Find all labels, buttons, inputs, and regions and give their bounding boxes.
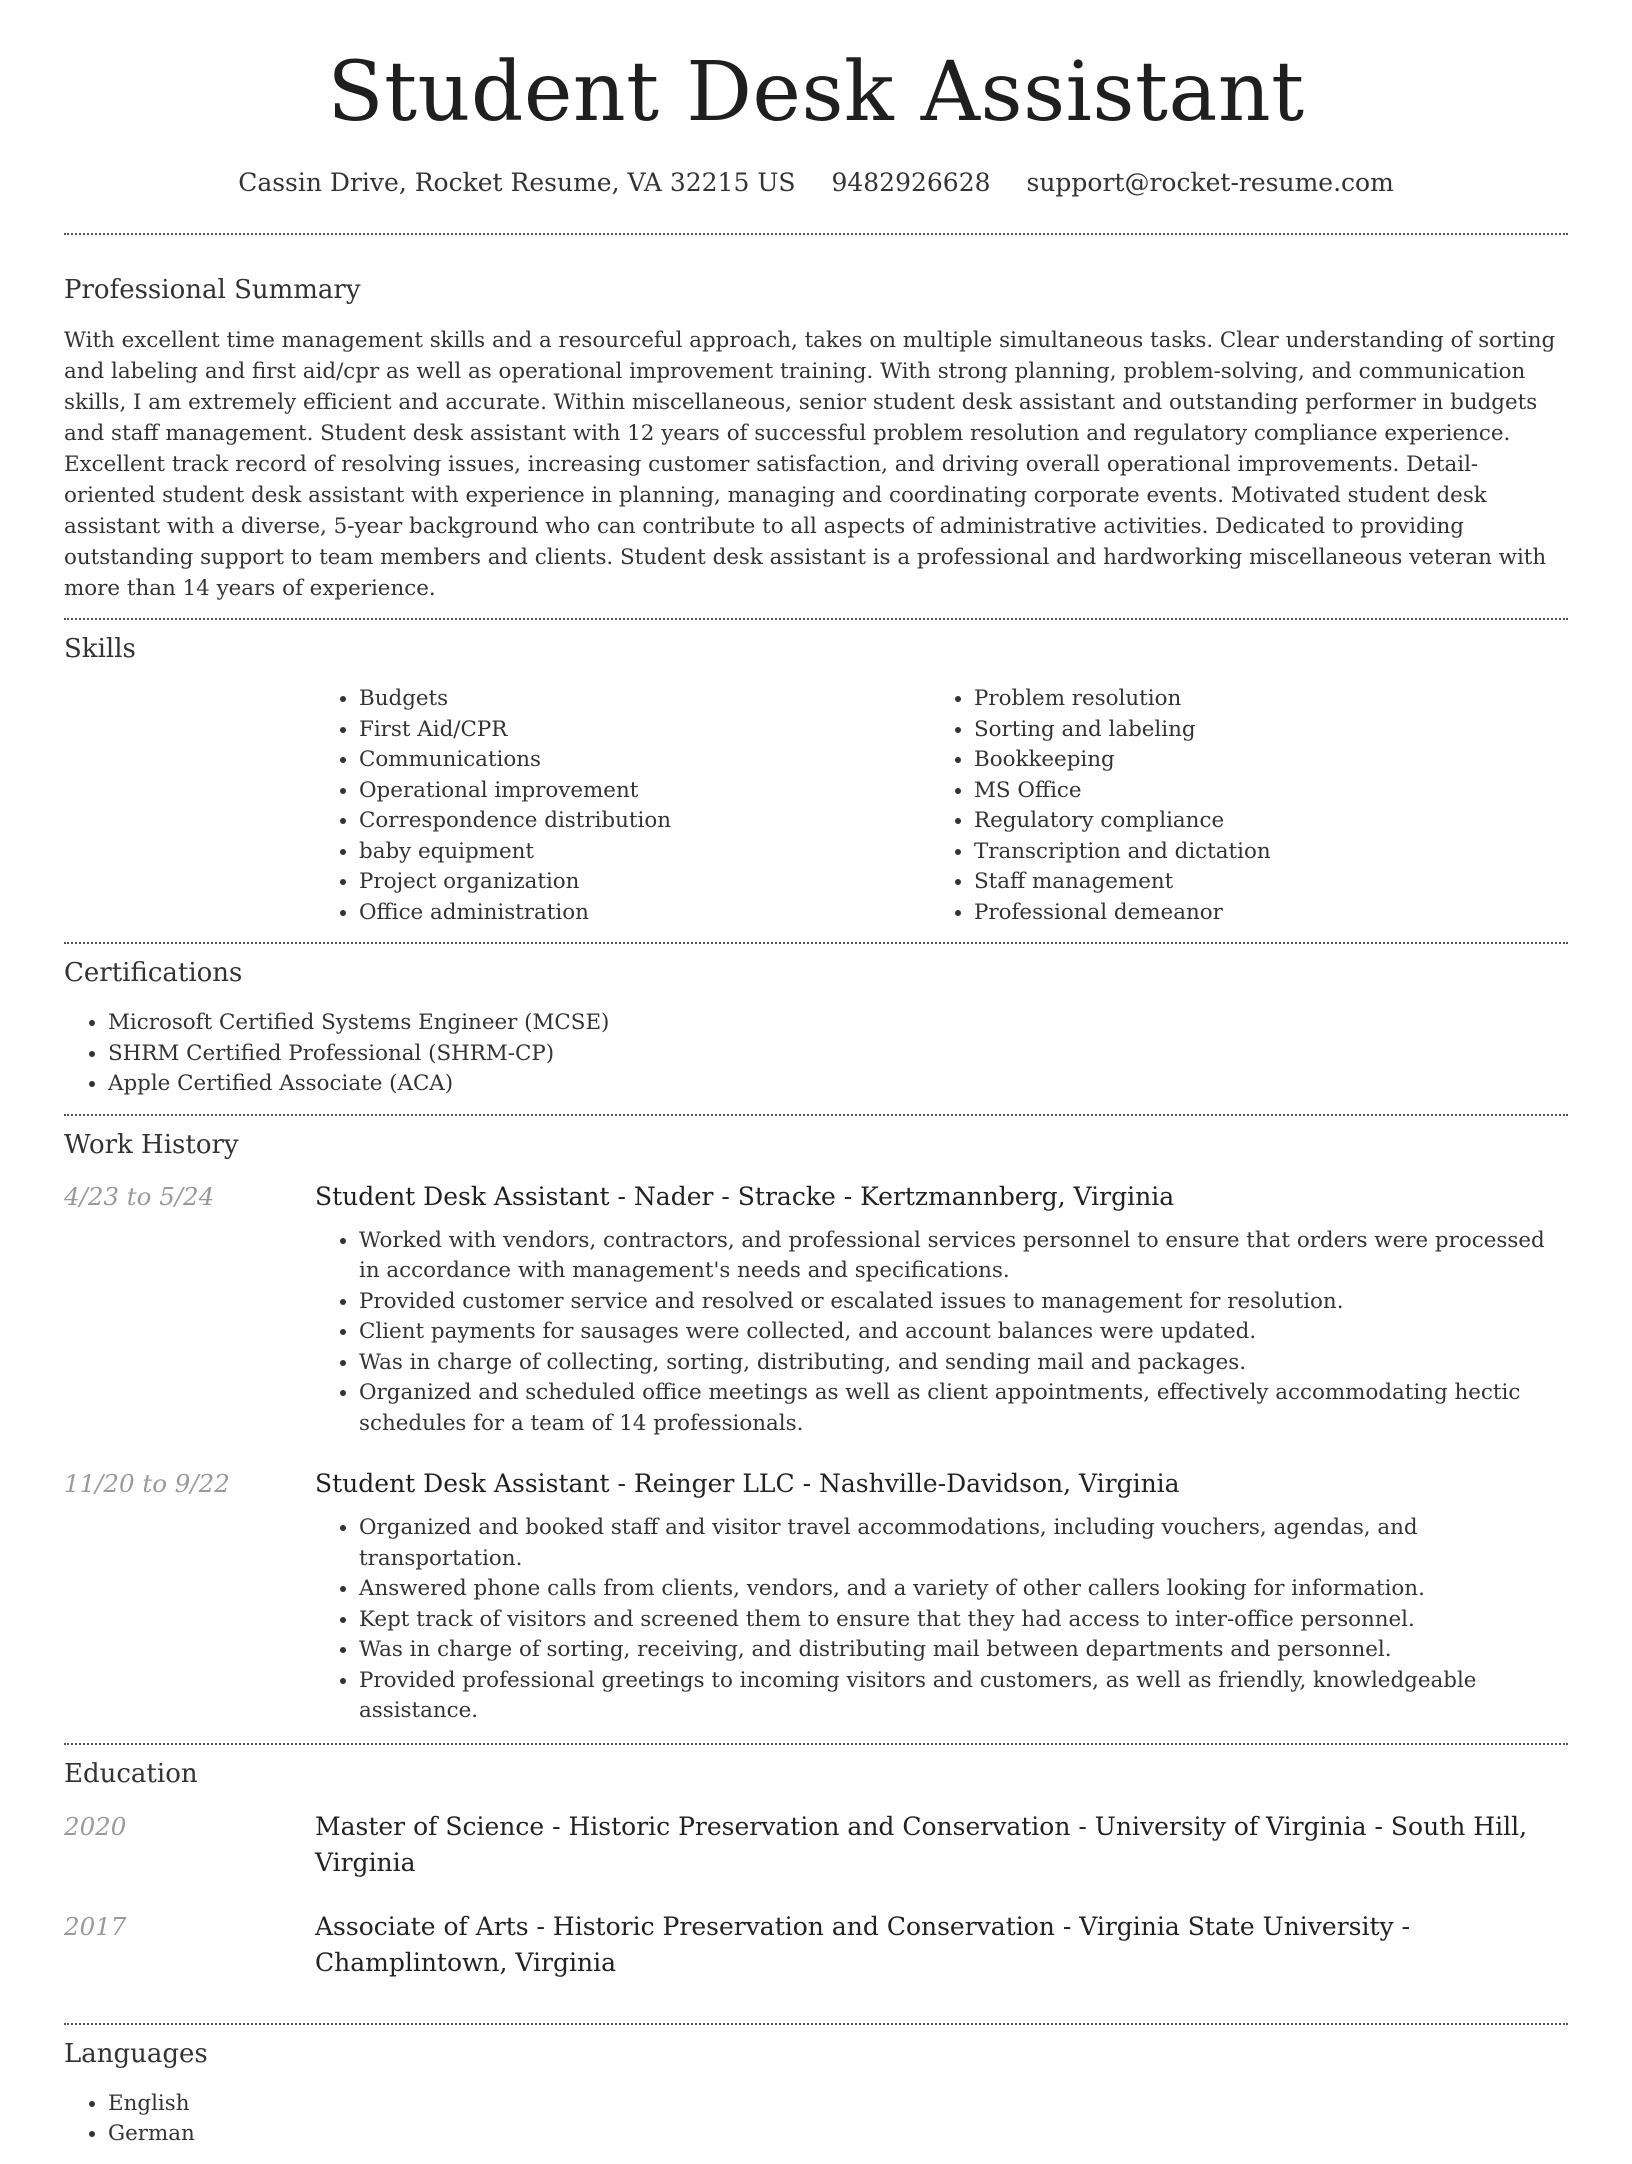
job-body: [315, 1467, 1568, 1727]
education-entry: [64, 1909, 1568, 1981]
certifications-section: [64, 944, 1568, 1114]
education-heading: Education: [64, 1758, 198, 1789]
job-bullet: • Answered phone calls from clients, vendors, and a variety of other callers looking for information.: [359, 1574, 1568, 1605]
contact-line: [64, 168, 1568, 197]
education-year: 2020: [64, 1811, 127, 1841]
contact-email: support@rocket-resume.com: [1026, 168, 1394, 197]
certifications-list: [64, 1008, 1568, 1100]
candidate-name: Student Desk Assistant: [327, 45, 1305, 140]
contact-address: Cassin Drive, Rocket Resume, VA 32215 US: [238, 168, 796, 197]
work-history-section: [64, 1116, 1568, 1743]
job-bullet: • Was in charge of sorting, receiving, and distributing mail between departments and personnel.: [359, 1635, 1568, 1666]
education-details: [315, 1809, 1568, 1881]
job-bullet: • Provided professional greetings to incoming visitors and customers, as well as friendly, knowledgeable assistance.: [359, 1666, 1568, 1727]
skills-list-left: [315, 684, 930, 928]
job-employer: - Nader - Stracke - Kertzmannberg, Virginia: [609, 1181, 1175, 1211]
skill-item: • Correspondence distribution: [359, 806, 930, 837]
skill-item: • MS Office: [974, 776, 1568, 807]
job-bullet: • Worked with vendors, contractors, and professional services personnel to ensure that orders were processed in accordance with management's needs and specifications.: [359, 1226, 1568, 1287]
skill-item: • Professional demeanor: [974, 898, 1568, 929]
skill-item: • Staff management: [974, 867, 1568, 898]
education-year: 2017: [64, 1911, 127, 1941]
education-degree: Associate of Arts - Historic Preservation and Conservation: [315, 1911, 1055, 1941]
skills-section: [64, 620, 1568, 942]
skill-item: • Budgets: [359, 684, 930, 715]
job-body: [315, 1180, 1568, 1440]
skill-item: • Office administration: [359, 898, 930, 929]
job-dates: 4/23 to 5/24: [64, 1181, 215, 1211]
summary-text: With excellent time management skills and a resourceful approach, takes on multiple simultaneous tasks. Clear understanding of sorting and labeling and first aid/cpr as well as operational improvement training. With strong planning, problem-solving, and communication skills, I am extremely efficient and accurate. Within miscellaneous, senior student desk assistant and outstanding performer in budgets and staff management. Student desk assistant with 12 years of successful problem resolution and regulatory compliance experience. Excellent track record of resolving issues, increasing customer satisfaction, and driving overall operational improvements. Detail-oriented student desk assistant with experience in planning, managing and coordinating corporate events. Motivated student desk assistant with a diverse, 5-year background who can contribute to all aspects of administrative activities. Dedicated to providing outstanding support to team members and clients. Student desk assistant is a professional and hardworking miscellaneous veteran with more than 14 years of experience.: [64, 328, 1556, 601]
education-school: - Virginia State University - Champlintown, Virginia: [315, 1911, 1411, 1977]
job-title: [315, 1467, 1568, 1501]
work-history-heading: Work History: [64, 1129, 239, 1160]
certification-item: • SHRM Certified Professional (SHRM-CP): [108, 1039, 1568, 1070]
education-details: [315, 1909, 1568, 1981]
skill-item: • Operational improvement: [359, 776, 930, 807]
summary-heading: Professional Summary: [64, 275, 361, 305]
skill-item: • First Aid/CPR: [359, 715, 930, 746]
language-item: • German: [108, 2119, 1568, 2150]
job-title: [315, 1180, 1568, 1214]
resume-header: [64, 0, 1568, 197]
skills-list-right: [930, 684, 1568, 928]
skill-item: • Transcription and dictation: [974, 837, 1568, 868]
education-school: - University of Virginia - South Hill, Virginia: [315, 1811, 1528, 1877]
skill-item: • Communications: [359, 745, 930, 776]
skill-item: • Problem resolution: [974, 684, 1568, 715]
job-entry: [64, 1180, 1568, 1440]
skills-grid: [315, 684, 1568, 928]
skill-item: • Sorting and labeling: [974, 715, 1568, 746]
education-entry: [64, 1809, 1568, 1881]
job-bullet: • Organized and scheduled office meetings as well as client appointments, effectively accommodating hectic schedules for a team of 14 professionals.: [359, 1378, 1568, 1439]
job-bullet: • Provided customer service and resolved or escalated issues to management for resolution.: [359, 1287, 1568, 1318]
job-bullet: • Kept track of visitors and screened them to ensure that they had access to inter-office personnel.: [359, 1605, 1568, 1636]
job-bullet: • Organized and booked staff and visitor travel accommodations, including vouchers, agendas, and transportation.: [359, 1513, 1568, 1574]
skill-item: • baby equipment: [359, 837, 930, 868]
languages-section: [64, 2025, 1568, 2164]
job-bullets: [315, 1513, 1568, 1727]
education-section: [64, 1745, 1568, 2023]
job-role: Student Desk Assistant: [315, 1181, 610, 1211]
job-bullet: • Was in charge of collecting, sorting, distributing, and sending mail and packages.: [359, 1348, 1568, 1379]
skill-item: • Project organization: [359, 867, 930, 898]
certification-item: • Apple Certified Associate (ACA): [108, 1069, 1568, 1100]
contact-phone: 9482926628: [831, 168, 991, 197]
job-entry: [64, 1467, 1568, 1727]
job-role: Student Desk Assistant: [315, 1469, 610, 1498]
certification-item: • Microsoft Certified Systems Engineer (MCSE): [108, 1008, 1568, 1039]
job-dates: 11/20 to 9/22: [64, 1469, 230, 1498]
language-item: • English: [108, 2089, 1568, 2120]
languages-heading: Languages: [64, 2038, 208, 2069]
certifications-heading: Certifications: [64, 958, 243, 988]
summary-section: [64, 235, 1568, 618]
skill-item: • Regulatory compliance: [974, 806, 1568, 837]
skill-item: • Bookkeeping: [974, 745, 1568, 776]
education-degree: Master of Science - Historic Preservation and Conservation: [315, 1811, 1071, 1841]
languages-list: [64, 2089, 1568, 2150]
job-bullet: • Client payments for sausages were collected, and account balances were updated.: [359, 1317, 1568, 1348]
job-employer: - Reinger LLC - Nashville-Davidson, Virginia: [609, 1469, 1180, 1498]
job-bullets: [315, 1226, 1568, 1440]
skills-heading: Skills: [64, 634, 136, 664]
